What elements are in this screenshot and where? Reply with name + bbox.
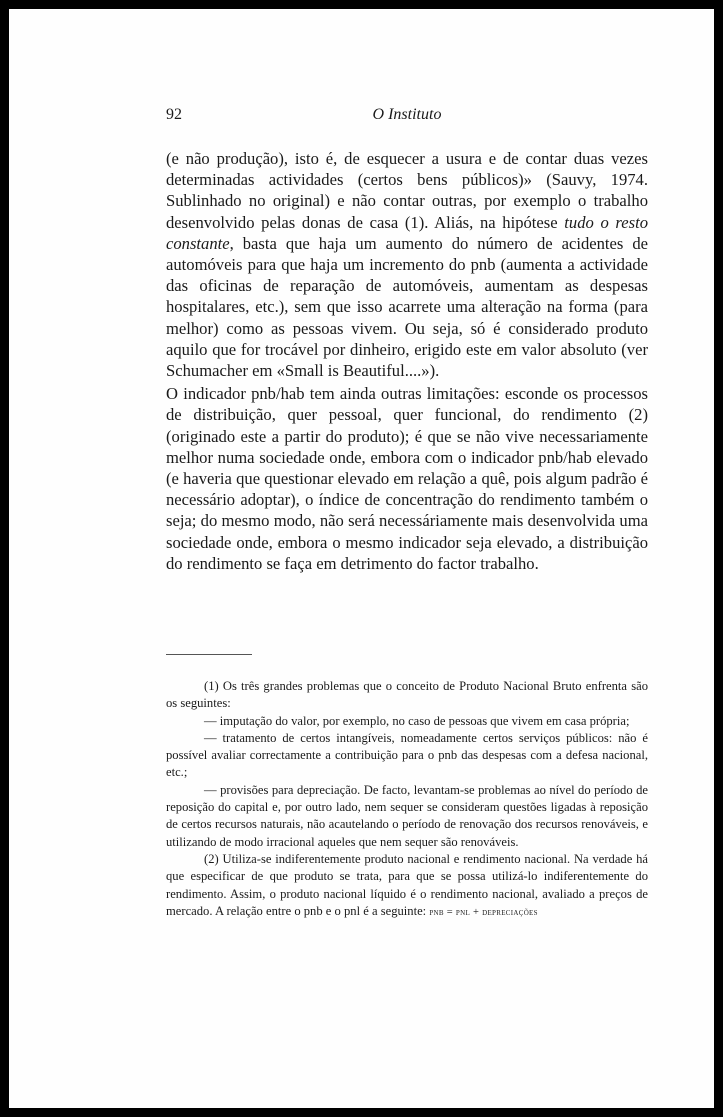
- paragraph-1: [166, 148, 648, 381]
- footnote-1-item: — tratamento de certos intangíveis, nomeadamente certos serviços públicos: não é possível avaliar correctamente a contribuição para o pnb das despesas com a defesa nacional, etc.;: [166, 730, 648, 780]
- body-text: [166, 148, 648, 574]
- running-title: O Instituto: [372, 106, 442, 123]
- page: [9, 9, 714, 1108]
- footnote-1-intro: (1) Os três grandes problemas que o conceito de Produto Nacional Bruto enfrenta são os seguintes:: [166, 679, 648, 711]
- footnote-1-item: — imputação do valor, por exemplo, no caso de pessoas que vivem em casa própria;: [204, 713, 630, 728]
- paragraph-2: O indicador pnb/hab tem ainda outras limitações: esconde os processos de distribuição, quer pessoal, quer funcional, do rendimento (2) (originado este a partir do produto); é que se não vive necessariamente melhor numa sociedade onde, embora com o indicador pnb/hab elevado (e haveria que questionar elevado em relação a quê, pois algum padrão é necessário adoptar), o índice de concentração do rendimento também o seja; do mesmo modo, não será necessáriamente mais desenvolvida uma sociedade onde, embora o mesmo indicador seja elevado, a distribuição do rendimento se faça em detrimento do factor trabalho.: [166, 384, 648, 573]
- footnotes: [166, 678, 648, 921]
- page-number: 92: [166, 106, 182, 123]
- page-header: [166, 106, 648, 128]
- footnote-2: [166, 851, 648, 921]
- footnote-2-text: (2) Utiliza-se indiferentemente produto nacional e rendimento nacional. Na verdade há que especificar de que produto se trata, para que se possa utilizá-lo indiferentemente do rendimento. Assim, o produto nacional líquido é o rendimento nacional, avaliado a preços de mercado. A relação entre o pnb e o pnl é a seguinte:: [166, 851, 648, 918]
- footnote-divider: [166, 654, 252, 655]
- footnote-1-item: — provisões para depreciação. De facto, levantam-se problemas ao nível do período de reposição do capital e, por outro lado, nem sequer se consideram questões ligadas à reposição de certos recursos naturais, não acautelando o período de renovação dos recursos renováveis, e utilizando de modo irracional aqueles que nem sequer são renováveis.: [166, 782, 648, 849]
- paragraph-1-part-a: (e não produção), isto é, de esquecer a usura e de contar duas vezes determinadas actividades (certos bens públicos)» (Sauvy, 1974. Sublinhado no original) e não contar outras, por exemplo o trabalho desenvolvido pelas donas de casa (1). Aliás, na hipótese: [166, 149, 648, 232]
- footnote-2-formula: pnb = pnl + depreciações: [429, 906, 538, 918]
- italic-phrase: tudo o resto constante: [166, 212, 648, 253]
- paragraph-1-part-b: , basta que haja um aumento do número de acidentes de automóveis para que haja um incremento do pnb (aumenta a actividade das oficinas de reparação de automóveis, aumentam as despesas hospitalares, etc.), sem que isso acarrete uma alteração na forma (para melhor) como as pessoas vivem. Ou seja, só é considerado produto aquilo que for trocável por dinheiro, erigido este em valor absoluto (ver Schumacher em «Small is Beautiful....»).: [166, 233, 648, 381]
